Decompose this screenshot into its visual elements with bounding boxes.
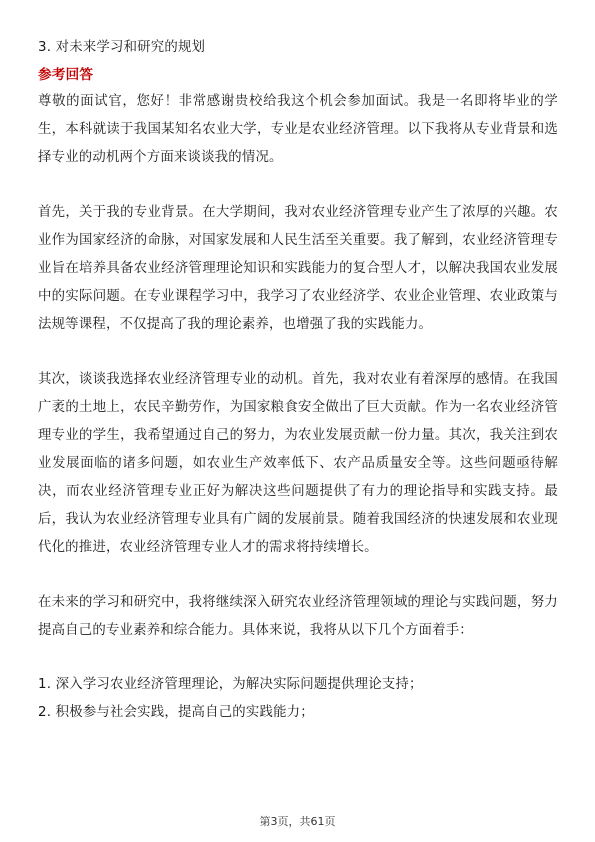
paragraph-spacer [38,562,558,589]
paragraph-motivation: 其次，谈谈我选择农业经济管理专业的动机。首先，我对农业有着深厚的感情。在我国广袤的土地上，农民辛勤劳作，为国家粮食安全做出了巨大贡献。作为一名农业经济管理专业的学生，我希望通过自己的努力，为农业发展贡献一份力量。其次，我关注到农业发展面临的诸多问题，如农业生产效率低下、农产品质量安全等。这些问题亟待解决，而农业经济管理专业正好为解决这些问题提供了有力的理论指导和实践支持。最后，我认为农业经济管理专业具有广阔的发展前景。随着我国经济的快速发展和农业现代化的推进，农业经济管理专业人才的需求将持续增长。 [38,372,558,555]
list-item: 1. 深入学习农业经济管理理论，为解决实际问题提供理论支持； [38,677,423,692]
paragraph-spacer [38,645,558,671]
page-number-footer: 第3页，共61页 [259,815,336,828]
list-item: 2. 积极参与社会实践，提高自己的实践能力； [38,705,314,720]
section-heading: 3. 对未来学习和研究的规划 [38,40,206,55]
paragraph-background: 首先，关于我的专业背景。在大学期间，我对农业经济管理专业产生了浓厚的兴趣。农业作为国家经济的命脉，对国家发展和人民生活至关重要。我了解到，农业经济管理专业旨在培养具备农业经济管理理论知识和实践能力的复合型人才，以解决我国农业发展中的实际问题。在专业课程学习中，我学习了农业经济学、农业企业管理、农业政策与法规等课程，不仅提高了我的理论素养，也增强了我的实践能力。 [38,205,558,332]
paragraph-intro: 尊敬的面试官，您好！非常感谢贵校给我这个机会参加面试。我是一名即将毕业的学生，本科就读于我国某知名农业大学，专业是农业经济管理。以下我将从专业背景和选择专业的动机两个方面来谈谈我的情况。 [38,94,558,165]
document-body [38,34,558,727]
paragraph-future-plan: 在未来的学习和研究中，我将继续深入研究农业经济管理领域的理论与实践问题，努力提高自己的专业素养和综合能力。具体来说，我将从以下几个方面着手： [38,595,558,638]
paragraph-spacer [38,339,558,366]
answer-label: 参考回答 [38,67,94,83]
paragraph-spacer [38,172,558,199]
